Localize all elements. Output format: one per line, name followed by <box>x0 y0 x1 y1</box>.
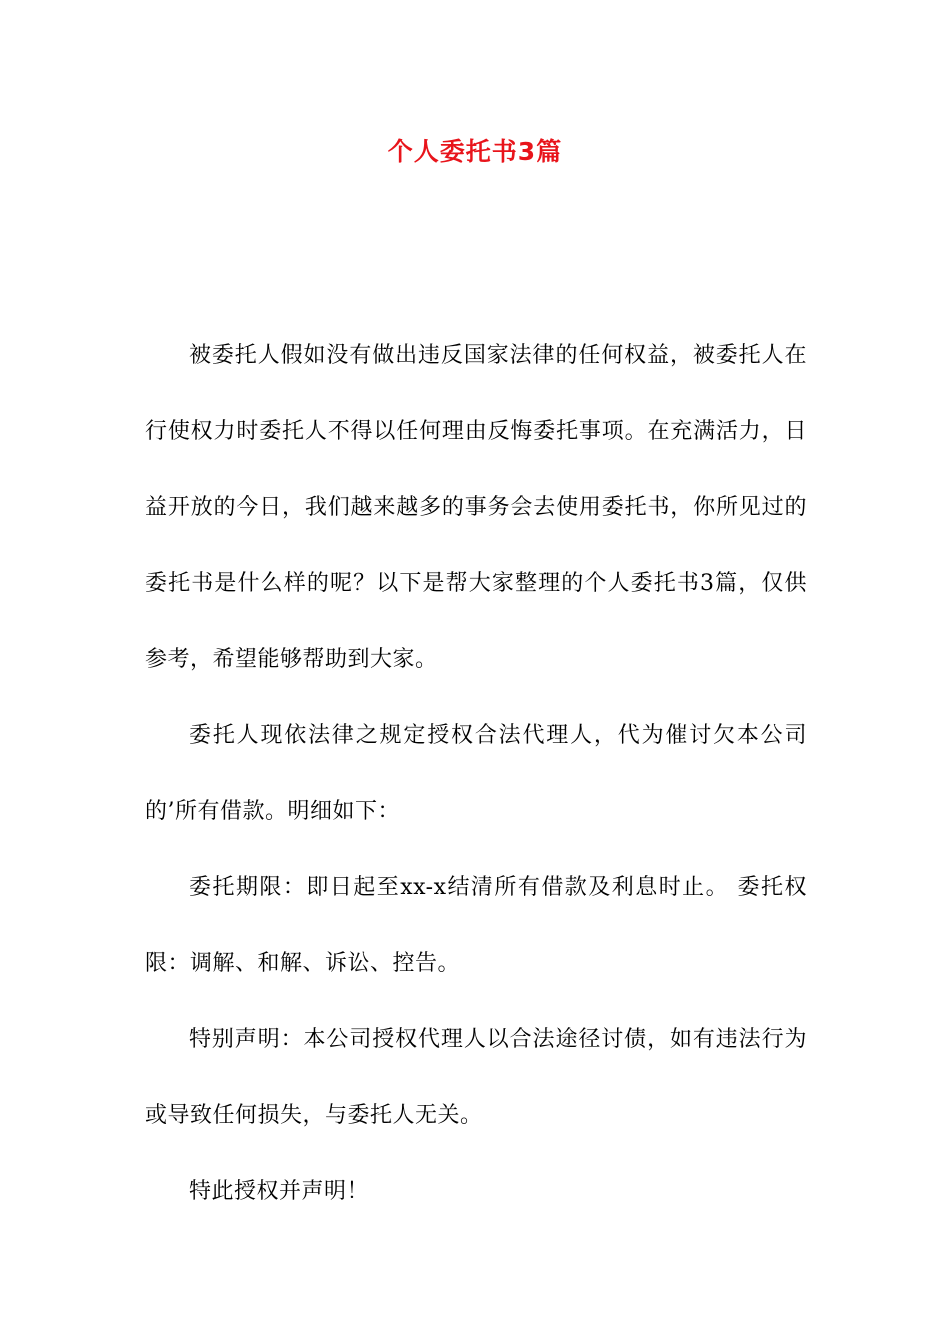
paragraph-closing: 特此授权并声明！ <box>189 1179 370 1204</box>
document-body <box>145 318 807 1230</box>
paragraph-special-statement: 特别声明：本公司授权代理人以合法途径讨债，如有违法行为或导致任何损失，与委托人无关。 <box>145 1027 807 1128</box>
document-title: 个人委托书3篇 <box>387 137 563 166</box>
paragraph-authorization: 委托人现依法律之规定授权合法代理人，代为催讨欠本公司的’所有借款。明细如下： <box>145 723 807 824</box>
paragraph-intro: 被委托人假如没有做出违反国家法律的任何权益，被委托人在行使权力时委托人不得以任何理由反悔委托事项。在充满活力，日益开放的今日，我们越来越多的事务会去使用委托书，你所见过的委托书是什么样的呢？以下是帮大家整理的个人委托书3篇，仅供参考，希望能够帮助到大家。 <box>145 343 807 672</box>
paragraph-term-and-scope: 委托期限：即日起至xx-x结清所有借款及利息时止。 委托权限：调解、和解、诉讼、控告。 <box>145 875 807 976</box>
